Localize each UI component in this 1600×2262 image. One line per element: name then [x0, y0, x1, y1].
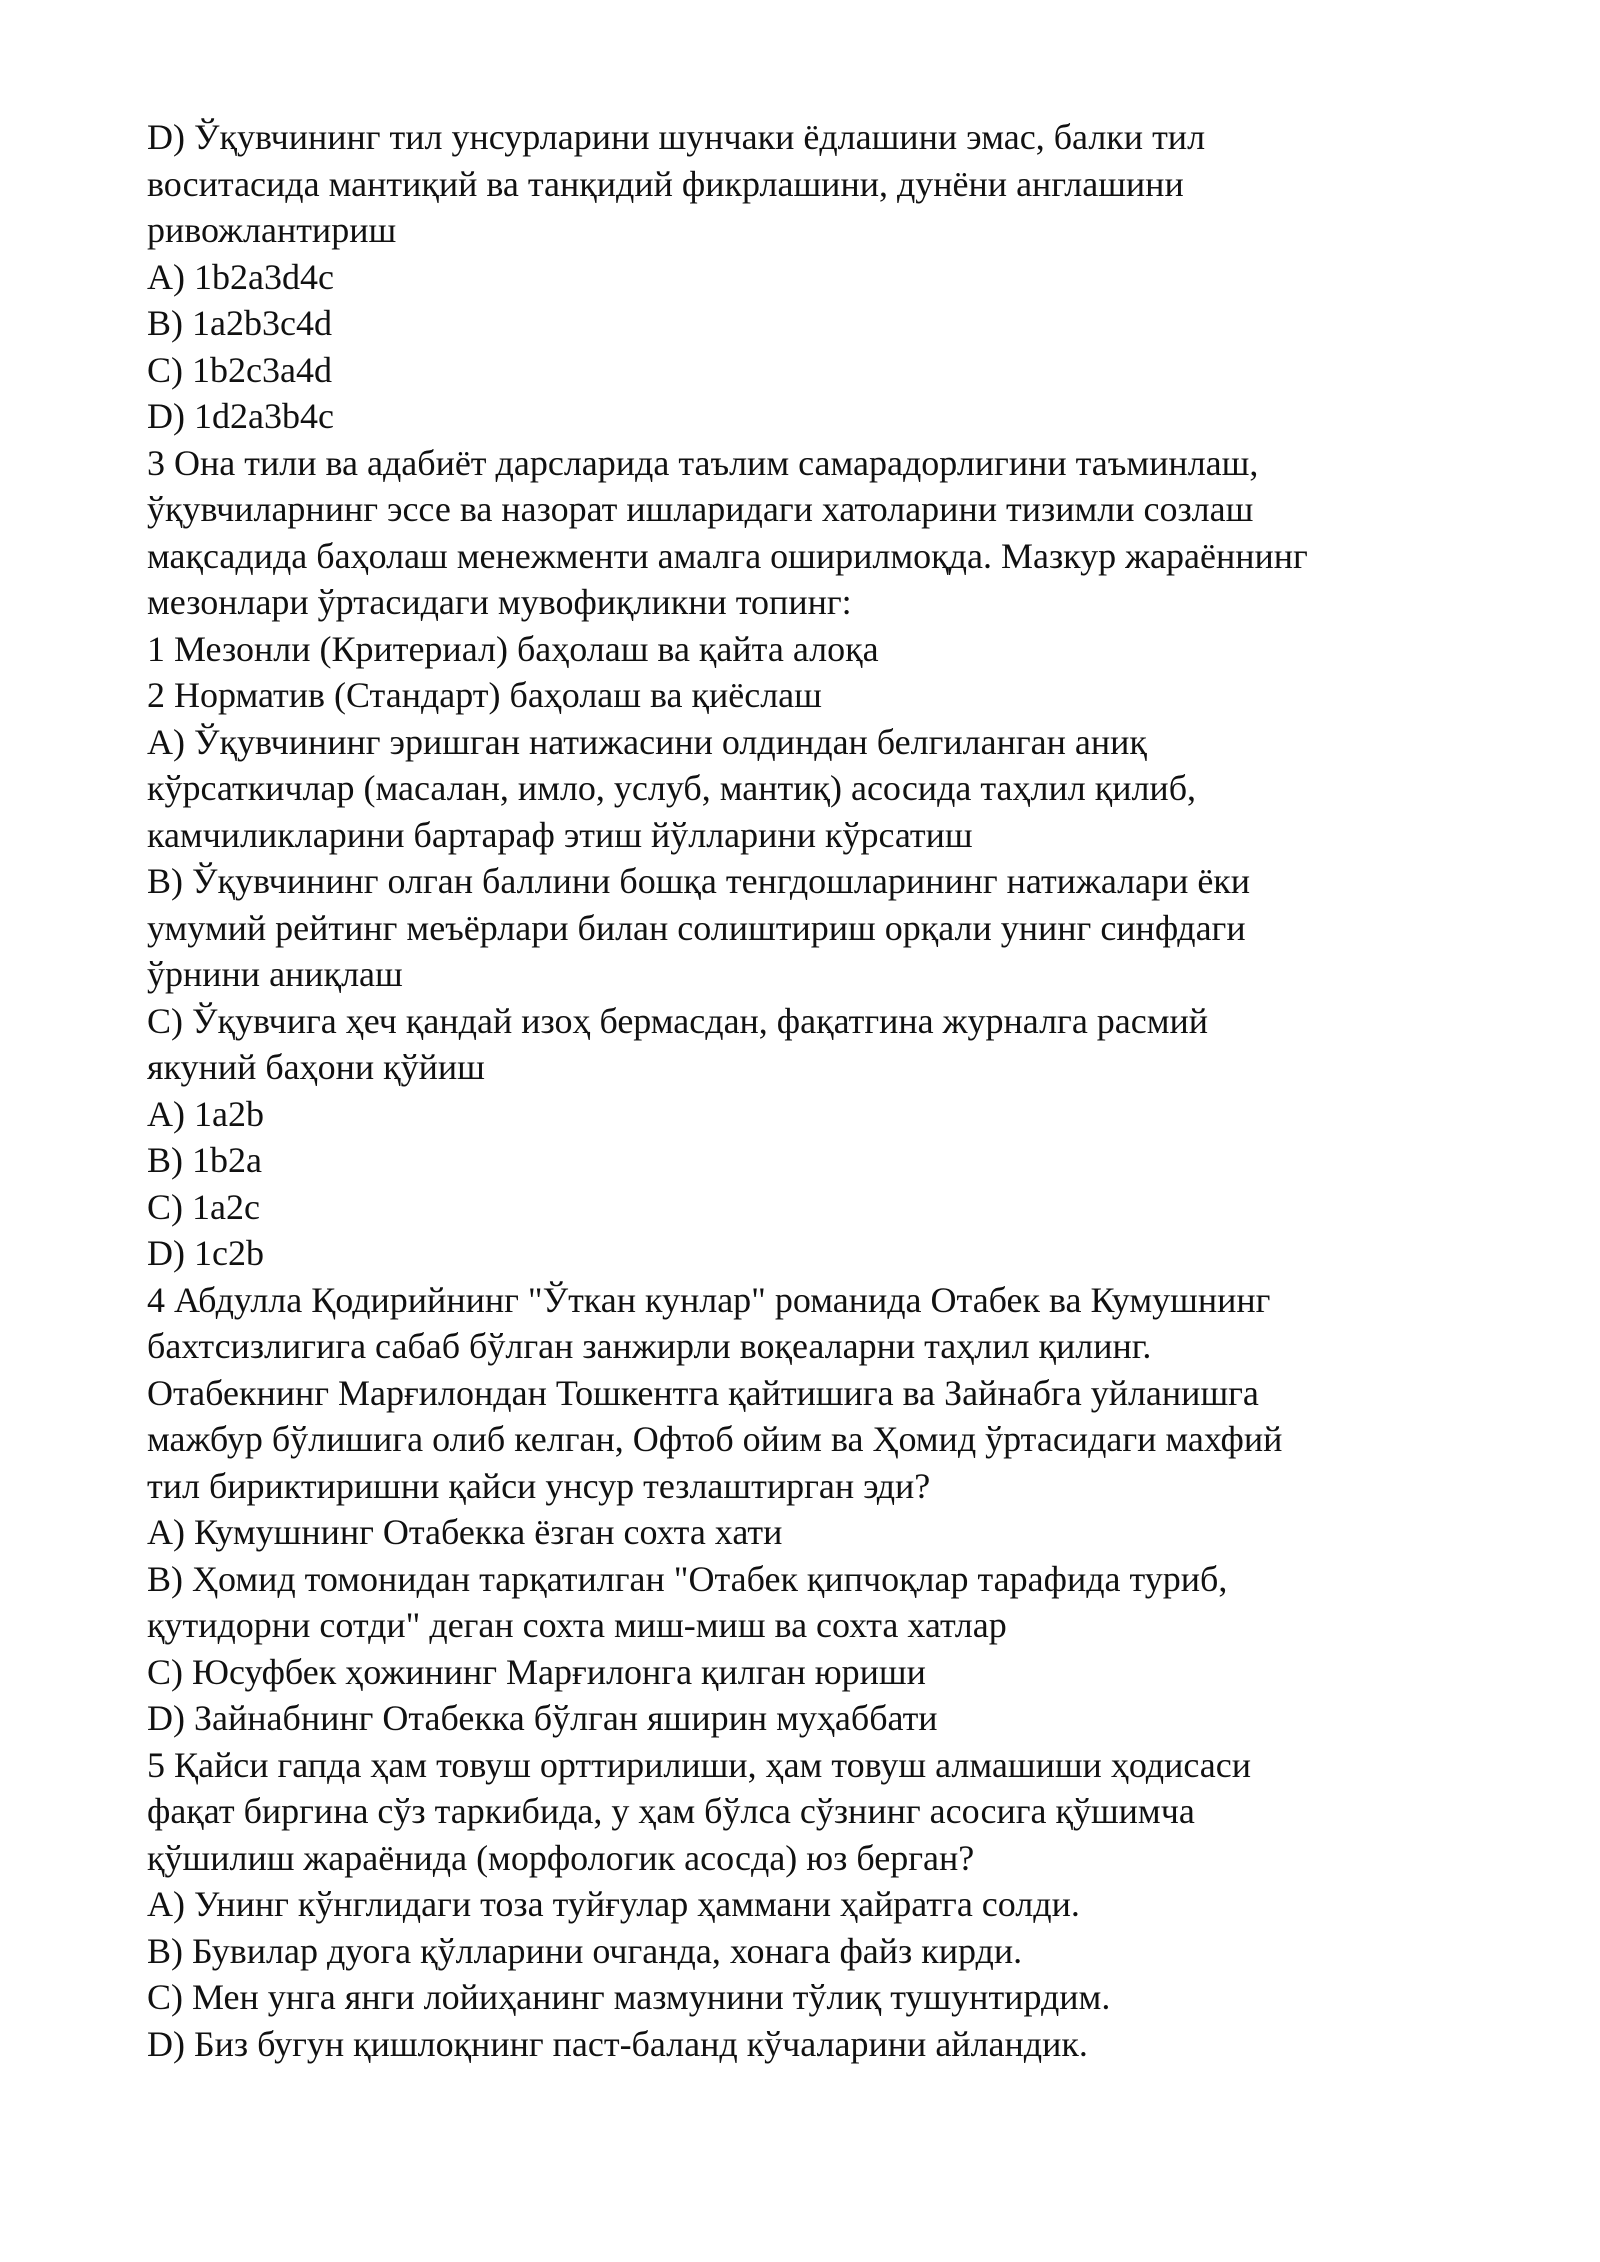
criterion-1: 1 Мезонли (Критериал) баҳолаш ва қайта алоқа	[147, 628, 879, 669]
option-d: D) Зайнабнинг Отабекка бўлган яширин муҳаббати	[147, 1698, 938, 1738]
match-c-line: якуний баҳони қўйиш	[147, 1047, 485, 1087]
match-b-line: ўрнини аниқлаш	[147, 954, 403, 994]
answer-d-line: ривожлантириш	[147, 210, 397, 250]
option-b: B) 1b2a	[147, 1140, 262, 1180]
option-c: C) 1a2c	[147, 1186, 260, 1227]
question-4-text: 4 Абдулла Қодирийнинг "Ўткан кунлар" романида Отабек ва Кумушнинг	[147, 1279, 1271, 1320]
question-3-text: мақсадида баҳолаш менежменти амалга оширилмоқда. Мазкур жараённинг	[147, 535, 1308, 576]
option-d: D) Биз бугун қишлоқнинг паст-баланд кўчаларини айландик.	[147, 2023, 1088, 2064]
match-b-line: умумий рейтинг меъёрлари билан солиштириш орқали унинг синфдаги	[147, 907, 1246, 948]
question-3-text: 3 Она тили ва адабиёт дарсларида таълим самарадорлигини таъминлаш,	[147, 442, 1259, 483]
question-4-text: тил бириктиришни қайси унсур тезлаштирган эди?	[147, 1465, 931, 1506]
option-b: B) Бувилар дуога қўлларини очганда, хонага файз кирди.	[147, 1930, 1023, 1971]
question-5-text: 5 Қайси гапда ҳам товуш орттирилиши, ҳам товуш алмашиши ҳодисаси	[147, 1744, 1252, 1785]
option-d: D) 1d2a3b4c	[147, 396, 334, 436]
option-c: C) Мен унга янги лойиҳанинг мазмунини тўлиқ тушунтирдим.	[147, 1977, 1111, 2017]
option-b: B) 1a2b3c4d	[147, 303, 332, 343]
option-c: C) 1b2c3a4d	[147, 349, 332, 390]
option-d: D) 1c2b	[147, 1233, 264, 1273]
match-a-line: кўрсаткичлар (масалан, имло, услуб, мантиқ) асосида таҳлил қилиб,	[147, 768, 1197, 808]
question-4-text: мажбур бўлишига олиб келган, Офтоб ойим ва Ҳомид ўртасидаги махфий	[147, 1419, 1283, 1459]
option-c: C) Юсуфбек ҳожининг Марғилонга қилган юриши	[147, 1651, 926, 1692]
option-b: қутидорни сотди" деган сохта миш-миш ва сохта хатлар	[147, 1605, 1007, 1645]
option-a: A) 1a2b	[147, 1093, 264, 1134]
match-a-line: камчиликларини бартараф этиш йўлларини кўрсатиш	[147, 814, 973, 855]
question-5-text: фақат биргина сўз таркибида, у ҳам бўлса сўзнинг асосига қўшимча	[147, 1791, 1195, 1831]
answer-d-line: воситасида мантиқий ва танқидий фикрлашини, дунёни англашини	[147, 163, 1184, 204]
option-b: B) Ҳомид томонидан тарқатилган "Отабек қипчоқлар тарафида туриб,	[147, 1558, 1228, 1599]
option-a: A) Унинг кўнглидаги тоза туйғулар ҳаммани ҳайратга солди.	[147, 1884, 1080, 1924]
question-4-text: бахтсизлигига сабаб бўлган занжирли воқеаларни таҳлил қилинг.	[147, 1326, 1152, 1366]
question-3-text: мезонлари ўртасидаги мувофиқликни топинг:	[147, 582, 852, 622]
answer-d-line: D) Ўқувчининг тил унсурларини шунчаки ёдлашини эмас, балки тил	[147, 117, 1206, 157]
option-a: A) Кумушнинг Отабекка ёзган сохта хати	[147, 1512, 783, 1552]
match-b-line: B) Ўқувчининг олган баллини бошқа тенгдошларининг натижалари ёки	[147, 861, 1251, 901]
question-5-text: қўшилиш жараёнида (морфологик асосда) юз берган?	[147, 1837, 975, 1878]
question-4-text: Отабекнинг Марғилондан Тошкентга қайтишига ва Зайнабга уйланишга	[147, 1372, 1259, 1413]
option-a: A) 1b2a3d4c	[147, 256, 334, 297]
document-text	[147, 114, 1477, 2067]
question-3-text: ўқувчиларнинг эссе ва назорат ишларидаги хатоларини тизимли созлаш	[147, 489, 1254, 529]
criterion-2: 2 Норматив (Стандарт) баҳолаш ва қиёслаш	[147, 675, 822, 715]
match-a-line: A) Ўқувчининг эришган натижасини олдиндан белгиланган аниқ	[147, 721, 1147, 762]
match-c-line: C) Ўқувчига ҳеч қандай изоҳ бермасдан, фақатгина журналга расмий	[147, 1000, 1209, 1041]
